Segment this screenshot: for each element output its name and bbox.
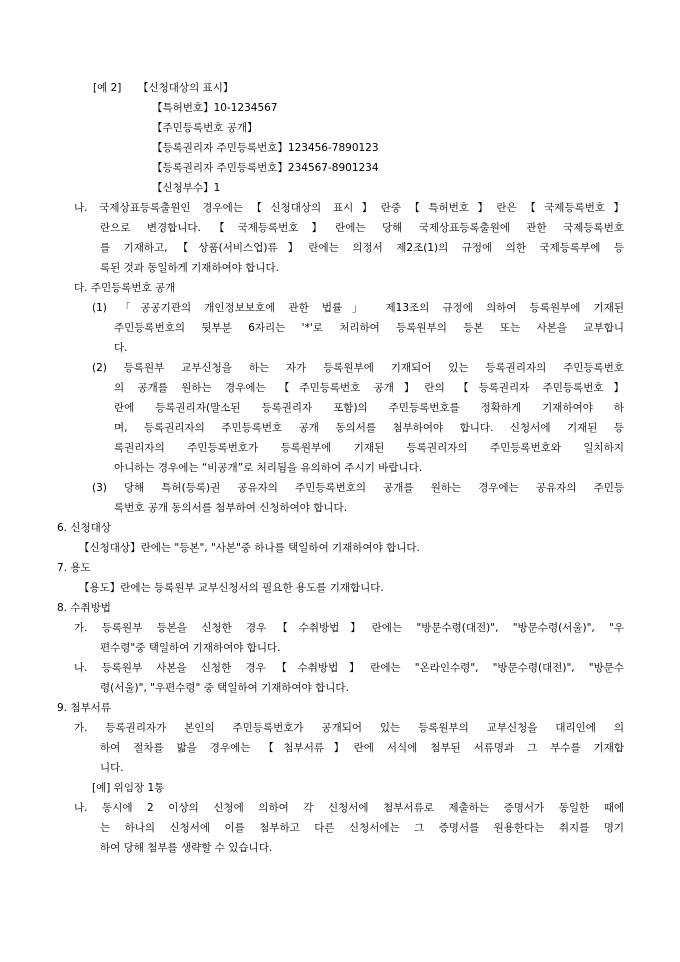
paragraph-line: 란에 등록권리자(말소된 등록권리자 포함)의 주민등록번호를 정확하게 기재하여야 하 — [114, 402, 624, 414]
section-body: 【용도】란에는 등록원부 교부신청서의 필요한 용도를 기재합니다. — [79, 582, 384, 594]
example-label: [예] 위임장 1통 — [92, 782, 165, 794]
paragraph-line: 나. 국제상표등록출원인 경우에는【신청대상의 표시】란중【특허번호】란은【국제등록번호】 — [74, 202, 624, 214]
example-label: [예 2] — [93, 82, 122, 94]
paragraph-line: 록번호 공개 동의서를 첨부하여 신청하여야 합니다. — [114, 502, 348, 514]
example-item: 【등록권리자 주민등록번호】123456-7890123 — [152, 142, 379, 154]
example-item: 【특허번호】10-1234567 — [152, 102, 278, 114]
section-heading: 9. 첨부서류 — [57, 702, 111, 714]
paragraph-line: 다. — [114, 342, 128, 354]
paragraph-line: 아니하는 경우에는 “비공개”로 처리됨을 유의하여 주시기 바랍니다. — [114, 462, 423, 474]
paragraph-line: 가. 등록권리자가 본인의 주민등록번호가 공개되어 있는 등록원부의 교부신청을 대리인에 의 — [74, 722, 624, 734]
section-heading: 8. 수취방법 — [57, 602, 111, 614]
example-title: 【신청대상의 표시】 — [138, 82, 234, 94]
paragraph-line: 하여 당해 첨부를 생략할 수 있습니다. — [100, 842, 273, 854]
paragraph-line: 록된 것과 동일하게 기재하여야 합니다. — [100, 262, 279, 274]
paragraph-line: (3) 당해 특허(등록)권 공유자의 주민등록번호의 공개를 원하는 경우에는 공유자의 주민등 — [92, 482, 624, 494]
paragraph-line: (2) 등록원부 교부신청을 하는 자가 등록원부에 기재되어 있는 등록권리자의 주민등록번호 — [92, 362, 624, 374]
paragraph-line: 는 하나의 신청서에 이를 첨부하고 다른 신청서에는 그 증명서를 원용한다는 취지를 명기 — [100, 822, 624, 834]
paragraph-line: 나. 등록원부 사본을 신청한 경우【수취방법】란에는 "온라인수령", "방문수령(대전)", "방문수 — [74, 662, 624, 674]
subsection-heading: 다. 주민등록번호 공개 — [74, 282, 176, 294]
example-item: 【등록권리자 주민등록번호】234567-8901234 — [152, 162, 379, 174]
paragraph-line: 니다. — [100, 762, 124, 774]
section-body: 【신청대상】란에는 "등본", "사본"중 하나를 택일하여 기재하여야 합니다. — [79, 542, 420, 554]
paragraph-line: 를 기재하고,【상품(서비스업)류】란에는 의정서 제2조(1)의 규정에 의한 국제등록부에 등 — [100, 242, 624, 254]
paragraph-line: 령(서울)", "우편수령" 중 택일하여 기재하여야 합니다. — [100, 682, 349, 694]
example-item: 【신청부수】1 — [152, 182, 221, 194]
paragraph-line: 가. 등록원부 등본을 신청한 경우【수취방법】란에는 "방문수령(대전)", "방문수령(서울)", "우 — [74, 622, 624, 634]
paragraph-line: 록권리자의 주민등록번호가 등록원부에 기재된 등록권리자의 주민등록번호와 일치하지 — [114, 442, 624, 454]
paragraph-line: 며, 등록권리자의 주민등록번호 공개 동의서를 첨부하여야 합니다. 신청서에 기재된 등 — [114, 422, 624, 434]
example-item: 【주민등록번호 공개】 — [152, 122, 258, 134]
section-heading: 6. 신청대상 — [57, 522, 111, 534]
paragraph-line: 란으로 변경합니다.【국제등록번호】란에는 당해 국제상표등록출원에 관한 국제등록번호 — [100, 222, 624, 234]
paragraph-line: 나. 동시에 2 이상의 신청에 의하여 각 신청서에 첨부서류로 제출하는 증명서가 동일한 때에 — [74, 802, 624, 814]
paragraph-line: 하여 절차를 밟을 경우에는 【첨부서류】란에 서식에 첨부된 서류명과 그 부수를 기재합 — [100, 742, 624, 754]
section-heading: 7. 용도 — [57, 562, 91, 574]
paragraph-line: 의 공개를 원하는 경우에는 【주민등록번호 공개】란의 【등록권리자 주민등록번호】 — [114, 382, 624, 394]
paragraph-line: 주민등록번호의 뒷부분 6자리는 '*'로 처리하여 등록원부의 등본 또는 사본을 교부합니 — [114, 322, 624, 334]
paragraph-line: 편수령"중 택일하여 기재하여야 합니다. — [100, 642, 281, 654]
paragraph-line: (1) 「공공기관의 개인정보보호에 관한 법률」 제13조의 규정에 의하여 등록원부에 기재된 — [92, 302, 624, 314]
